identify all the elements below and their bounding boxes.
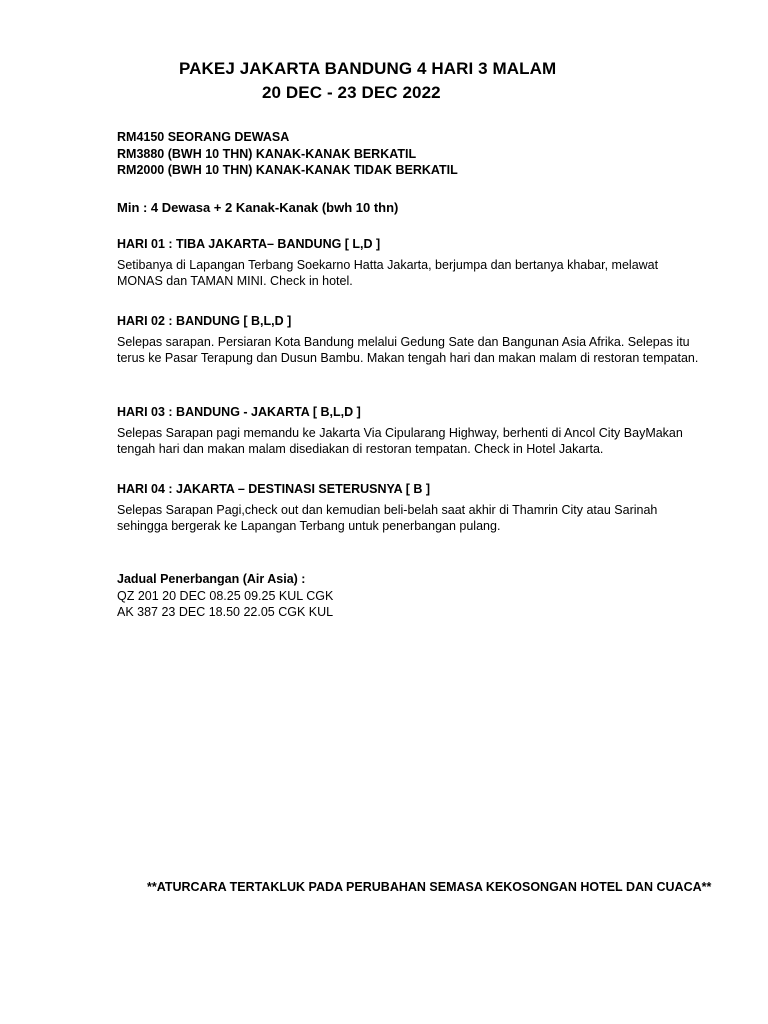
itinerary-day <box>117 313 717 367</box>
itinerary-day <box>117 481 717 535</box>
itinerary-day <box>117 404 717 458</box>
disclaimer-note: **ATURCARA TERTAKLUK PADA PERUBAHAN SEMASA KEKOSONGAN HOTEL DAN CUACA** <box>147 880 712 894</box>
day-heading: HARI 02 : BANDUNG [ B,L,D ] <box>117 314 292 328</box>
day-description: Setibanya di Lapangan Terbang Soekarno Hatta Jakarta, berjumpa dan bertanya khabar, melawat MONAS dan TAMAN MINI. Check in hotel. <box>117 257 659 288</box>
flight-schedule-heading: Jadual Penerbangan (Air Asia) : <box>117 572 306 586</box>
flight-row: AK 387 23 DEC 18.50 22.05 CGK KUL <box>117 605 334 619</box>
day-description: Selepas sarapan. Persiaran Kota Bandung melalui Gedung Sate dan Bangunan Asia Afrika. Selepas itu terus ke Pasar Terapung dan Dusun Bambu. Makan tengah hari dan makan malam di restoran tempatan. <box>117 334 699 365</box>
flight-schedule <box>117 571 717 621</box>
day-description: Selepas Sarapan Pagi,check out dan kemudian beli-belah saat akhir di Thamrin City atau Sarinah sehingga bergerak ke Lapangan Terbang untuk penerbangan pulang. <box>117 502 658 533</box>
day-description: Selepas Sarapan pagi memandu ke Jakarta Via Cipularang Highway, berhenti di Ancol City BayMakan tengah hari dan makan malam disediakan di restoran tempatan. Check in Hotel Jakarta. <box>117 425 683 456</box>
price-child-with-bed: RM3880 (BWH 10 THN) KANAK-KANAK BERKATIL <box>117 146 417 161</box>
day-heading: HARI 01 : TIBA JAKARTA– BANDUNG [ L,D ] <box>117 237 381 251</box>
price-child-no-bed: RM2000 (BWH 10 THN) KANAK-KANAK TIDAK BERKATIL <box>117 163 458 177</box>
day-heading: HARI 03 : BANDUNG - JAKARTA [ B,L,D ] <box>117 405 361 419</box>
price-list <box>117 129 717 179</box>
minimum-pax: Min : 4 Dewasa + 2 Kanak-Kanak (bwh 10 thn) <box>117 200 399 215</box>
document-date-range: 20 DEC - 23 DEC 2022 <box>262 83 441 102</box>
price-adult: RM4150 SEORANG DEWASA <box>117 130 290 144</box>
itinerary-day <box>117 236 717 290</box>
flight-row: QZ 201 20 DEC 08.25 09.25 KUL CGK <box>117 588 334 603</box>
day-heading: HARI 04 : JAKARTA – DESTINASI SETERUSNYA [ B ] <box>117 482 431 496</box>
document-title: PAKEJ JAKARTA BANDUNG 4 HARI 3 MALAM <box>179 59 557 78</box>
